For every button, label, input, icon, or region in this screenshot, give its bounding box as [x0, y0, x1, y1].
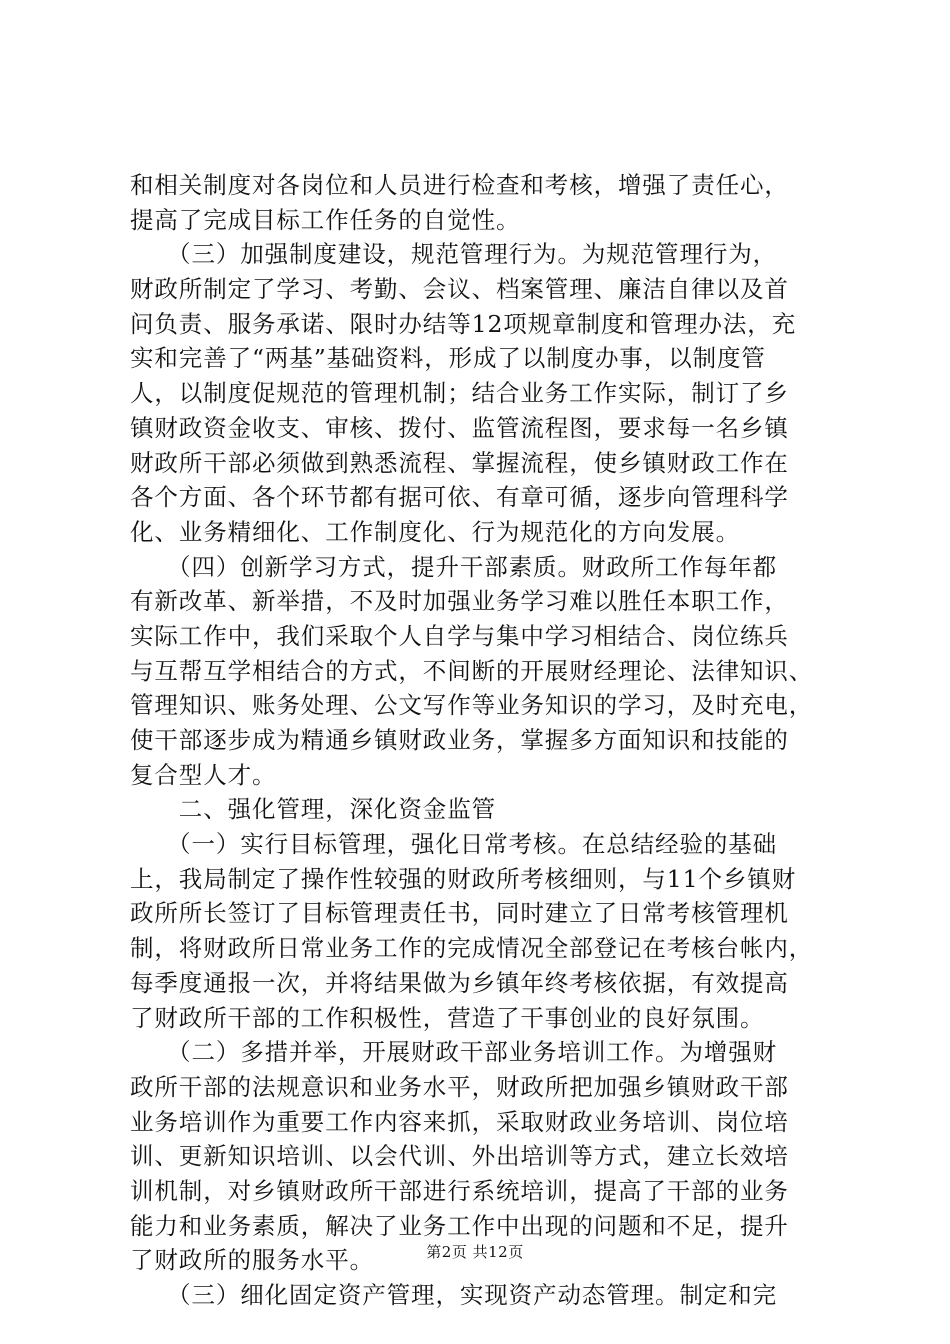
text-line: 提高了完成目标工作任务的自觉性。	[130, 205, 521, 234]
text-line: 财政所干部必须做到熟悉流程、掌握流程，使乡镇财政工作在	[130, 448, 789, 477]
text-line: 制，将财政所日常业务工作的完成情况全部登记在考核台帐内，	[130, 934, 814, 963]
text-line: 各个方面、各个环节都有据可依、有章可循，逐步向管理科学	[130, 483, 789, 512]
text-line: 了财政所干部的工作积极性，营造了干事创业的良好氛围。	[130, 1003, 765, 1032]
text-line: 能力和业务素质，解决了业务工作中出现的问题和不足，提升	[130, 1211, 789, 1240]
text-line: 使干部逐步成为精通乡镇财政业务，掌握多方面知识和技能的	[130, 726, 789, 754]
text-line: 实和完善了“两基”基础资料，形成了以制度办事，以制度管	[130, 344, 766, 373]
text-line: 问负责、服务承诺、限时办结等12项规章制度和管理办法，充	[130, 309, 797, 338]
text-line: 镇财政资金收支、审核、拨付、监管流程图，要求每一名乡镇	[130, 413, 789, 442]
section-heading: 二、强化管理，深化资金监管	[130, 795, 496, 824]
text-line: （三）细化固定资产管理，实现资产动态管理。制定和完	[130, 1281, 778, 1309]
text-line: 复合型人才。	[130, 760, 277, 789]
document-body	[130, 168, 830, 1313]
text-line: 实际工作中，我们采取个人自学与集中学习相结合、岗位练兵	[130, 621, 789, 650]
text-line: 训机制，对乡镇财政所干部进行系统培训，提高了干部的业务	[130, 1176, 789, 1205]
text-line: 与互帮互学相结合的方式，不间断的开展财经理论、法律知识、	[130, 656, 814, 685]
text-line: 化、业务精细化、工作制度化、行为规范化的方向发展。	[130, 517, 740, 546]
text-line: （一）实行目标管理，强化日常考核。在总结经验的基础	[130, 830, 778, 859]
text-line: 了财政所的服务水平。	[130, 1246, 374, 1275]
text-line: 有新改革、新举措，不及时加强业务学习难以胜任本职工作，	[130, 587, 789, 616]
text-line: （四）创新学习方式，提升干部素质。财政所工作每年都	[130, 552, 778, 581]
text-line: 训、更新知识培训、以会代训、外出培训等方式，建立长效培	[130, 1142, 789, 1171]
page-footer: 第2页 共12页	[426, 1243, 524, 1261]
text-line: 政所干部的法规意识和业务水平，财政所把加强乡镇财政干部	[130, 1072, 789, 1101]
text-line: 人，以制度促规范的管理机制；结合业务工作实际，制订了乡	[130, 379, 789, 408]
text-line: 每季度通报一次，并将结果做为乡镇年终考核依据，有效提高	[130, 968, 789, 997]
text-line: 政所所长签订了目标管理责任书，同时建立了日常考核管理机	[130, 899, 789, 928]
text-line: （二）多措并举，开展财政干部业务培训工作。为增强财	[130, 1038, 778, 1067]
text-line: （三）加强制度建设，规范管理行为。为规范管理行为，	[130, 240, 778, 269]
text-line: 和相关制度对各岗位和人员进行检查和考核，增强了责任心，	[130, 171, 789, 199]
text-line: 财政所制定了学习、考勤、会议、档案管理、廉洁自律以及首	[130, 275, 789, 304]
text-line: 管理知识、账务处理、公文写作等业务知识的学习，及时充电，	[130, 691, 814, 720]
text-line: 业务培训作为重要工作内容来抓，采取财政业务培训、岗位培	[130, 1107, 789, 1136]
text-line: 上，我局制定了操作性较强的财政所考核细则，与11个乡镇财	[130, 864, 797, 893]
